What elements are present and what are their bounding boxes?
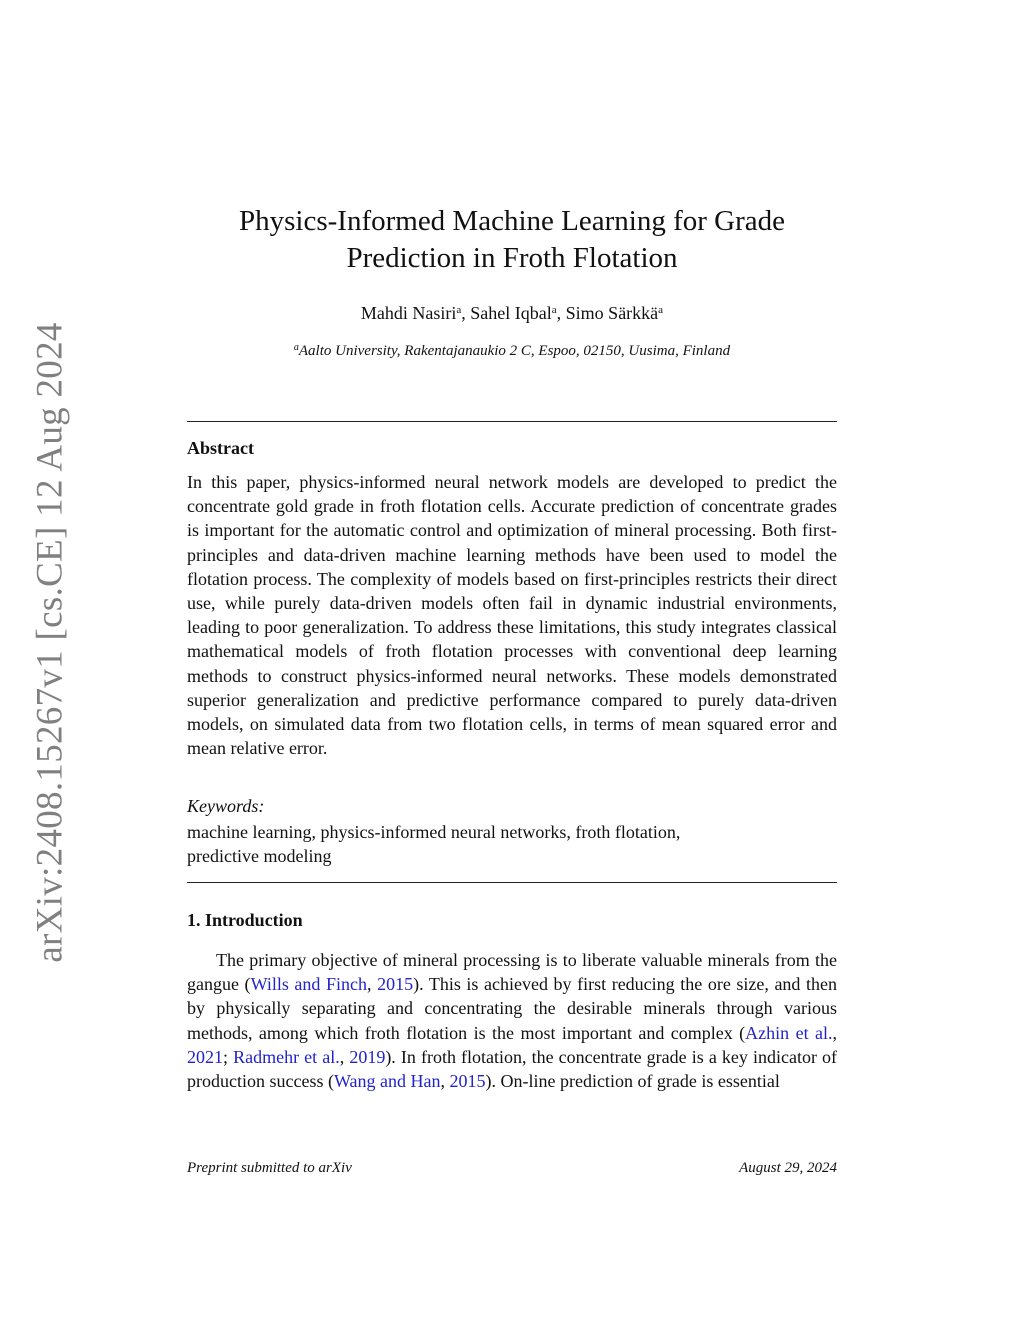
arxiv-identifier-stamp	[22, 322, 78, 963]
intro-text-part: ). On-line prediction of grade is essential	[485, 1071, 780, 1092]
author-affil-marker: a	[551, 304, 557, 316]
keywords-line-1: machine learning, physics-informed neural networks, froth flotation,	[187, 822, 681, 842]
keywords-line-2: predictive modeling	[187, 846, 332, 867]
author-list: Mahdi Nasiri$^a$, Sahel Iqbal$^a$, Simo Särkkä$^a$	[360, 303, 664, 323]
arxiv-id-text: arXiv:2408.15267v1 [cs.CE] 12 Aug 2024	[29, 322, 71, 963]
paper-title	[187, 203, 837, 277]
abstract-bottom-rule	[187, 882, 837, 883]
introduction-paragraph	[187, 948, 837, 1093]
citation-link[interactable]: Wills and Finch, 2015	[250, 974, 414, 995]
abstract-heading: Abstract	[187, 438, 254, 458]
author-name: Sahel Iqbal	[470, 303, 552, 323]
citation-link[interactable]: Radmehr et al., 2019	[233, 1046, 386, 1067]
footer-date: August 29, 2024	[739, 1160, 837, 1176]
author-name: Simo Särkkä	[565, 303, 659, 323]
section-heading-introduction: 1. Introduction	[187, 910, 303, 930]
title-line-2: Prediction in Froth Flotation	[346, 242, 678, 274]
affiliation-text: Aalto University, Rakentajanaukio 2 C, Espoo, 02150, Uusima, Finland	[298, 343, 731, 359]
footer-preprint-note: Preprint submitted to arXiv	[187, 1160, 352, 1176]
citation-link[interactable]: Azhin et al., 2021	[187, 1022, 837, 1067]
affiliation	[187, 343, 837, 360]
intro-text-part: ). In froth flotation, the concentrate grade is a key indicator of production success (	[187, 1046, 838, 1092]
keywords-label: Keywords:	[187, 796, 265, 816]
author-name: Mahdi Nasiri	[360, 303, 457, 323]
abstract-text: In this paper, physics-informed neural network models are developed to predict the concentrate gold grade in froth flotation cells. Accurate prediction of concentrate grades is important for the automatic control and optimization of mineral processing. Both first-principles and data-driven machine learning methods have been used to model the flotation process. The complexity of models based on first-principles restricts their direct use, while purely data-driven models often fail in dynamic industrial environments, leading to poor generalization. To address these limitations, this study integrates classical mathematical models of froth flotation processes with conventional deep learning methods to construct physics-informed neural networks. These models demonstrated superior generalization and predictive performance compared to purely data-driven models, on simulated data from two flotation cells, in terms of mean squared error and mean relative error.	[187, 472, 837, 759]
citation-link[interactable]: Wang and Han, 2015	[333, 1071, 486, 1092]
affiliation-marker: a	[293, 342, 299, 353]
intro-text-part: The primary objective of mineral processing is to liberate valuable minerals from the gangue (	[187, 950, 837, 995]
intro-text-part: ). This is achieved by first reducing the ore size, and then by physically separating and concentrating the desirable minerals through various methods, among which froth flotation is the most important and complex (	[187, 974, 838, 1043]
author-affil-marker: a	[456, 304, 462, 316]
title-line-1: Physics-Informed Machine Learning for Grade	[239, 205, 785, 237]
citation-separator: ;	[223, 1046, 234, 1067]
abstract-top-rule	[187, 421, 837, 422]
keywords-list	[187, 820, 837, 868]
author-affil-marker: a	[658, 304, 664, 316]
